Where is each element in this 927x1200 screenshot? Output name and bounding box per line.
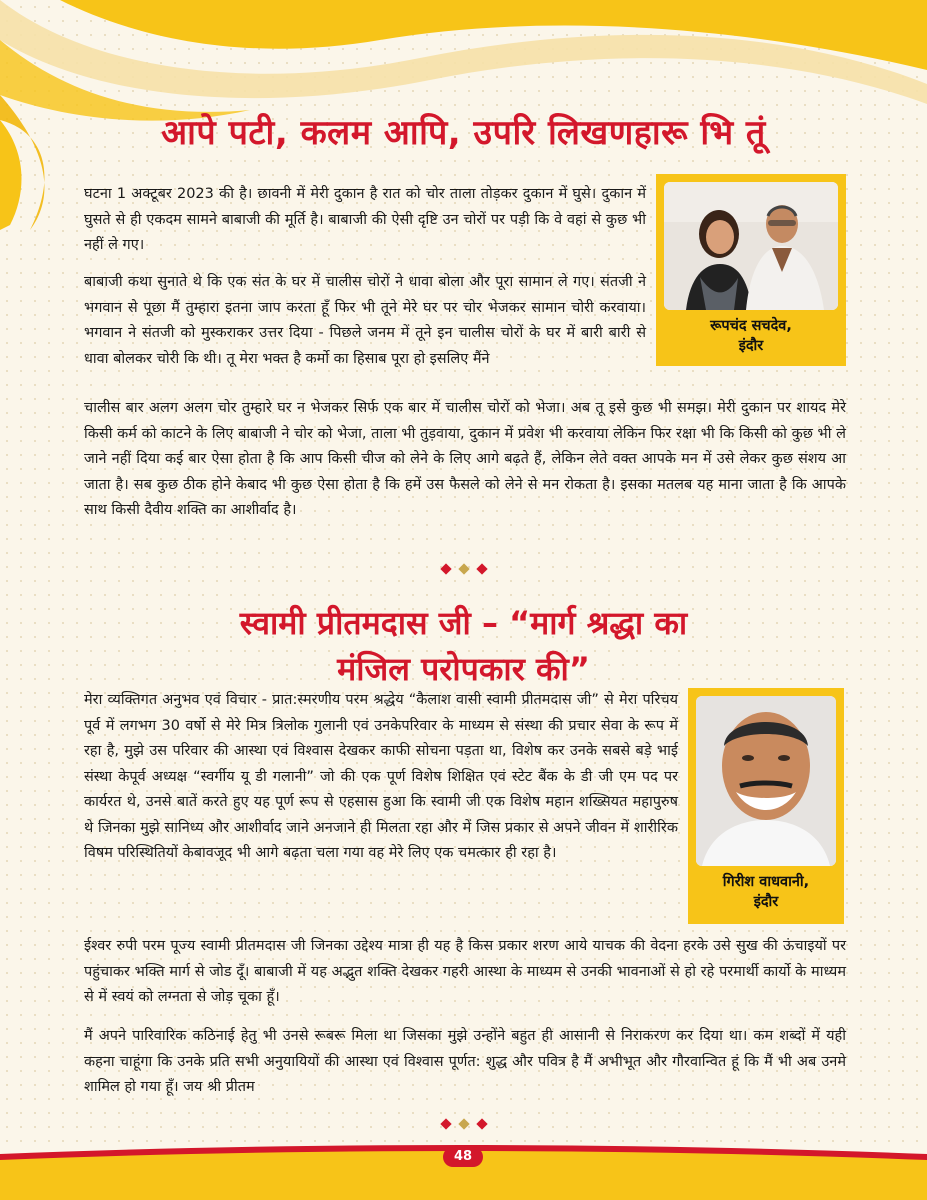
caption-city: इंदौर <box>753 894 779 910</box>
caption-city: इंदौर <box>738 338 764 354</box>
article1-paragraph-2: बाबाजी कथा सुनाते थे कि एक संत के घर में चालीस चोरों ने धावा बोला और पूरा सामान ले गए। संतजी ने भगवान से पूछा मैं तुम्हारा इतना जाप करता हूँ फिर भी तूने मेरे घर पर चोर भेजकर सामान चोरी करवाया। भगवान ने संतजी को मुस्कराकर उत्तर दिया - पिछले जनम में तूने इन चालीस चोरों के घर में बारी बारी से धावा बोलकर चोरी कि थी। तू मेरा भक्त है कर्मो का हिसाब पूरा हो इसलिए मैंने <box>84 274 646 367</box>
article1-title: आपे पटी, कलम आपि, उपरि लिखणहारू भि तूं <box>161 113 766 153</box>
article2-title-line2: मंजिल परोपकार की” <box>337 650 590 688</box>
article1-paragraph-3: चालीस बार अलग अलग चोर तुम्हारे घर न भेजकर सिर्फ एक बार में चालीस चोरों को भेजा। अब तू इसे कुछ भी समझ। मेरी दुकान पर शायद मेरे किसी कर्म को काटने के लिए बाबाजी ने चोर को भेजा, ताला भी तुड़वाया, दुकान में प्रवेश भी करवाया लेकिन फिर रक्षा भी कि किसी को कुछ भी ले जाने नहीं दिया कई बार ऐसा होता है कि आप किसी चीज को लेने के लिए आगे बढ़ते हैं, लेकिन लेते वक्त आपके मन में उसे लेकर कुछ संशय आ जाता है। सब कुछ ठीक होने केबाद भी कुछ ऐसा होता है कि हमें उस फैसले को लेने से मन रोकता है। इसका मतलब यह माना जाता है कि आपके साथ किसी दैवीय शक्ति का आशीर्वाद है। <box>84 400 846 518</box>
diamond-ornament-icon <box>438 1117 490 1131</box>
couple-portrait-image <box>664 182 838 310</box>
caption-girish <box>696 872 836 912</box>
article2-title <box>0 600 927 692</box>
article2-paragraph-2: ईश्वर रुपी परम पूज्य स्वामी प्रीतमदास जी जिनका उद्देश्य मात्रा ही यह है किस प्रकार शरण आये याचक की वेदना हरके उसे सुख की ऊंचाइयों पर पहुंचाकर भक्ति मार्ग से जोड दूँ। बाबाजी में यह अद्भुत शक्ति देखकर गहरी आस्था के माध्यम से उनकी भावनाओं से हो रहे परमार्थी कार्यो के माध्यम से में स्वयं को लग्नता से जोड़ चूका हूँ। <box>84 938 846 1005</box>
article2-paragraph-1: मेरा व्यक्तिगत अनुभव एवं विचार - प्रात:स्मरणीय परम श्रद्धेय “कैलाश वासी स्वामी प्रीतमदास जी” से मेरा परिचय पूर्व में लगभग 30 वर्षो से मेरे मित्र त्रिलोक गुलानी एवं उनकेपरिवार के माध्यम से संस्था की प्रचार सेवा के रूप में रहा है, मुझे उस परिवार की आस्था एवं विश्वास देखकर काफी सोचना पड़ता था, विशेष कर उनके सबसे बड़े भाई संस्था केपूर्व अध्यक्ष “स्वर्गीय यू डी गलानी” जो की एक पूर्ण विशेष शिक्षित एवं स्टेट बैंक के डी जी एम पद पर कार्यरत थे, उनसे बातें करते हुए यह पूर्ण रूप से एहसास हुआ कि स्वामी जी एक विशेष महान शख्सियत महापुरुष थे जिनका मुझे सानिध्य और आशीर्वाद जाने अनजाने ही मिलता रहा और में जिस प्रकार से अपने जीवन में शारीरिक विषम परिस्थितियों केबावजूद भी आगे बढ़ता चला गया वह मेरे लिए एक चमत्कार ही रहा है। <box>84 692 678 861</box>
article2-title-line1: स्वामी प्रीतमदास जी – “मार्ग श्रद्धा का <box>239 604 688 642</box>
photo-box-girish <box>688 688 844 924</box>
photo-roopchand <box>664 182 838 310</box>
photo-box-roopchand <box>656 174 846 366</box>
diamond-ornament-icon <box>438 562 490 576</box>
article1-paragraph-1: घटना 1 अक्टूबर 2023 की है। छावनी में मेरी दुकान है रात को चोर ताला तोड़कर दुकान में घुसे। दुकान में घुसते से ही एकदम सामने बाबाजी की मूर्ति है। बाबाजी की ऐसी दृष्टि उन चोरों पर पड़ी कि वे वहां से कुछ भी नहीं ले गए। <box>84 186 646 253</box>
page-number: 48 <box>443 1147 483 1167</box>
caption-roopchand <box>664 316 838 356</box>
photo-girish <box>696 696 836 866</box>
man-portrait-image <box>696 696 836 866</box>
caption-name: रूपचंद सचदेव, <box>710 318 792 334</box>
caption-name: गिरीश वाधवानी, <box>722 874 810 890</box>
article2-paragraph-3: मैं अपने पारिवारिक कठिनाई हेतु भी उनसे रूबरू मिला था जिसका मुझे उन्होंने बहुत ही आसानी से निराकरण कर दिया था। कम शब्दों में यही कहना चाहूंगा कि उनके प्रति सभी अनुयायियों की आस्था एवं विश्वास पूर्णत: शुद्ध और पवित्र है मैं अभीभूत और गौरवान्वित हूं कि मैं भी अब उनमे शामिल हो गया हूँ। जय श्री प्रीतम <box>84 1028 846 1095</box>
